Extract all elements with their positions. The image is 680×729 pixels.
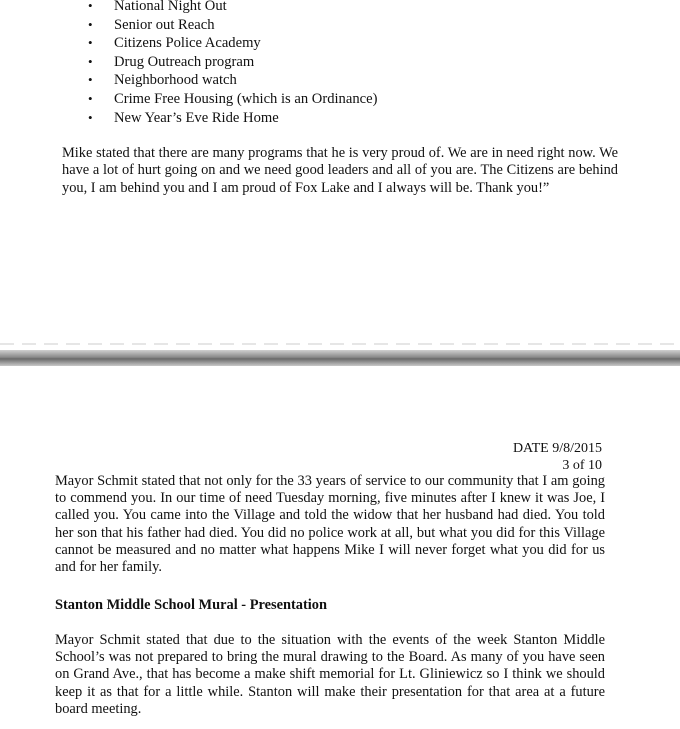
- list-item: • National Night Out: [86, 0, 377, 16]
- programs-bullet-list: [86, 0, 377, 127]
- section-heading: Stanton Middle School Mural - Presentation: [55, 597, 327, 613]
- page-break-divider: [0, 350, 680, 366]
- bullet-icon: •: [88, 109, 93, 125]
- list-item: • Senior out Reach: [88, 16, 215, 33]
- date-label: DATE 9/8/2015: [512, 441, 602, 456]
- list-item: • Neighborhood watch: [88, 72, 237, 89]
- mayor-statement-paragraph: Mayor Schmit stated that not only for the 33 years of service to our community that I am going to commend you. In our time of need Tuesday morning, five minutes after I knew it was Joe, I called you. You came into the Village and told the widow that her husband had died. You told her son that his father had died. You did no police work at all, but what you did for this Village cannot be measured and no matter what happens Mike I will never forget what you did for us and for her family.: [55, 473, 605, 576]
- list-item: • New Year’s Eve Ride Home: [88, 109, 279, 126]
- bullet-icon: •: [88, 53, 93, 69]
- mural-paragraph: Mayor Schmit stated that due to the situation with the events of the week Stanton Middle School’s was not prepared to bring the mural drawing to the Board. As many of you have seen on Grand Ave., that has become a make shift memorial for Lt. Gliniewicz so I think we should keep it as that for a little while. Stanton will make their presentation for that area at a future board meeting.: [55, 632, 605, 717]
- bullet-icon: •: [88, 90, 93, 106]
- bullet-icon: •: [88, 16, 93, 32]
- list-item: • Citizens Police Academy: [88, 35, 261, 52]
- list-item: • Drug Outreach program: [88, 53, 255, 70]
- list-item: • Crime Free Housing (which is an Ordinance): [88, 90, 378, 107]
- bullet-icon: •: [88, 35, 93, 51]
- mike-statement-paragraph: Mike stated that there are many programs that he is very proud of. We are in need right now. We have a lot of hurt going on and we need good leaders and all of you are. The Citizens are behind you, I am behind you and I am proud of Fox Lake and I always will be. Thank you!”: [62, 145, 618, 196]
- page-header: [513, 441, 602, 474]
- bullet-icon: •: [88, 72, 93, 88]
- document-page-top: [0, 0, 680, 350]
- page-bottom-edge: [0, 343, 680, 345]
- bullet-icon: •: [88, 0, 93, 13]
- page-number: 3 of 10: [562, 457, 602, 473]
